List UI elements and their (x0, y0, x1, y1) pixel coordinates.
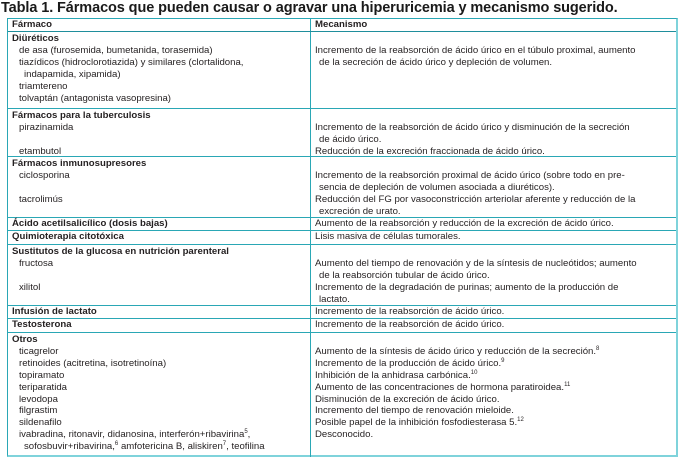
group-name: Fármacos inmunosupresores (12, 158, 147, 169)
drug-multi-cont: sofosbuvir+ribavirina,$^6$ amfotericina B, aliskiren$^7$, teofilina (24, 441, 265, 453)
mechanism: Inhibición de la anhidrasa carbónica.$^{10}$ (315, 369, 478, 381)
mechanism: Reducción del FG por vasoconstricción arteriolar aferente y reducción de la (315, 193, 636, 205)
mechanism: lactato. (319, 293, 350, 305)
mechanism: Disminución de la excreción de ácido úrico. (315, 393, 500, 405)
table-row-diureticos (8, 32, 676, 109)
drug-multi: ivabradina, ritonavir, didanosina, interferón+ribavirina$^5$, (19, 429, 251, 441)
group-name: Fármacos para la tuberculosis (12, 110, 151, 121)
group-name: Otros (12, 334, 38, 345)
drug: xilitol (19, 281, 41, 293)
mechanism: Aumento de las concentraciones de hormona paratiroidea.$^{11}$ (315, 381, 571, 393)
mechanism: de ácido úrico. (319, 133, 382, 145)
table-row-sustitutos-glucosa (8, 245, 676, 306)
table-row-aspirina (8, 218, 676, 231)
mechanism: de la secreción de ácido úrico y depleción de volumen. (319, 56, 553, 68)
group-name: Infusión de lactato (12, 306, 97, 317)
drug: tolvaptán (antagonista vasopresina) (19, 92, 171, 104)
drug: triamtereno (19, 80, 68, 92)
ref: 7 (222, 441, 227, 448)
drug: etambutol (19, 145, 62, 157)
mechanism: Posible papel de la inhibición fosfodiesterasa 5.12 (315, 417, 524, 429)
mechanism: Incremento de la reabsorción de ácido úrico. (315, 306, 505, 317)
mechanism: excreción de urato. (319, 205, 401, 217)
drug: topiramato (19, 369, 65, 381)
drug: tiazídicos (hidroclorotiazida) y similares (clortalidona, (19, 56, 244, 68)
drug: levodopa (19, 393, 58, 405)
ref: 6 (114, 441, 119, 448)
mechanism: Incremento de la reabsorción de ácido úrico y disminución de la secreción (315, 121, 630, 133)
header-mecanismo: Mecanismo (315, 19, 368, 30)
header-farmaco: Fármaco (12, 19, 52, 30)
table-title: Tabla 1. Fármacos que pueden causar o agravar una hiperuricemia y mecanismo sugerido. (1, 0, 618, 16)
mechanism: Aumento del tiempo de renovación y de la síntesis de nucleótidos; aumento (315, 257, 637, 269)
drug: retinoides (acitretina, isotretinoína) (19, 357, 167, 369)
mechanism: de la reabsorción tubular de ácido úrico. (319, 269, 490, 281)
group-name: Diüréticos (12, 33, 59, 44)
drug: ticagrelor (19, 345, 59, 357)
mechanism: Desconocido. (315, 429, 374, 441)
group-name: Testosterona (12, 319, 72, 330)
group-name: Sustitutos de la glucosa en nutrición parenteral (12, 246, 229, 257)
table-row-tuberculosis (8, 109, 676, 157)
mechanism: Incremento de la reabsorción proximal de ácido úrico (sobre todo en pre- (315, 169, 625, 181)
mechanism: Incremento de la producción de ácido úrico.$^9$ (315, 357, 505, 369)
mechanism: Incremento de la reabsorción de ácido úrico en el túbulo proximal, aumento (315, 44, 636, 56)
mechanism: sencia de depleción de volumen asociada a diuréticos). (319, 181, 555, 193)
table-row-testosterona (8, 319, 676, 333)
drug: indapamida, xipamida) (24, 68, 121, 80)
ref: 5 (244, 429, 248, 436)
table-row-lactato (8, 306, 676, 319)
mechanism: Aumento de la reabsorción y reducción de la excreción de ácido úrico. (315, 218, 614, 229)
mechanism: Incremento de la degradación de purinas; aumento de la producción de (315, 281, 619, 293)
table-row-otros (8, 333, 676, 457)
drug: fructosa (19, 257, 54, 269)
mechanism: Reducción de la excreción fraccionada de ácido úrico. (315, 145, 545, 157)
table-row-inmunosupresores (8, 157, 676, 218)
drug: ciclosporina (19, 169, 70, 181)
drug: tacrolimús (19, 193, 63, 205)
drug: de asa (furosemida, bumetanida, torasemida) (19, 44, 213, 56)
group-name: Ácido acetilsalicílico (dosis bajas) (12, 218, 168, 229)
drug: sildenafilo (19, 417, 62, 429)
mechanism: Incremento de la reabsorción de ácido úrico. (315, 319, 505, 330)
drug: filgrastim (19, 405, 58, 417)
table-header-row (8, 19, 676, 32)
table-row-quimioterapia (8, 231, 676, 245)
drug: pirazinamida (19, 121, 74, 133)
mechanism: Incremento del tiempo de renovación mieloide. (315, 405, 514, 417)
drug: teriparatida (19, 381, 67, 393)
group-name: Quimioterapia citotóxica (12, 231, 124, 242)
mechanism: Lisis masiva de células tumorales. (315, 231, 461, 242)
drug-table (7, 18, 678, 457)
mechanism: Aumento de la síntesis de ácido úrico y reducción de la secreción.$^8$ (315, 345, 600, 357)
